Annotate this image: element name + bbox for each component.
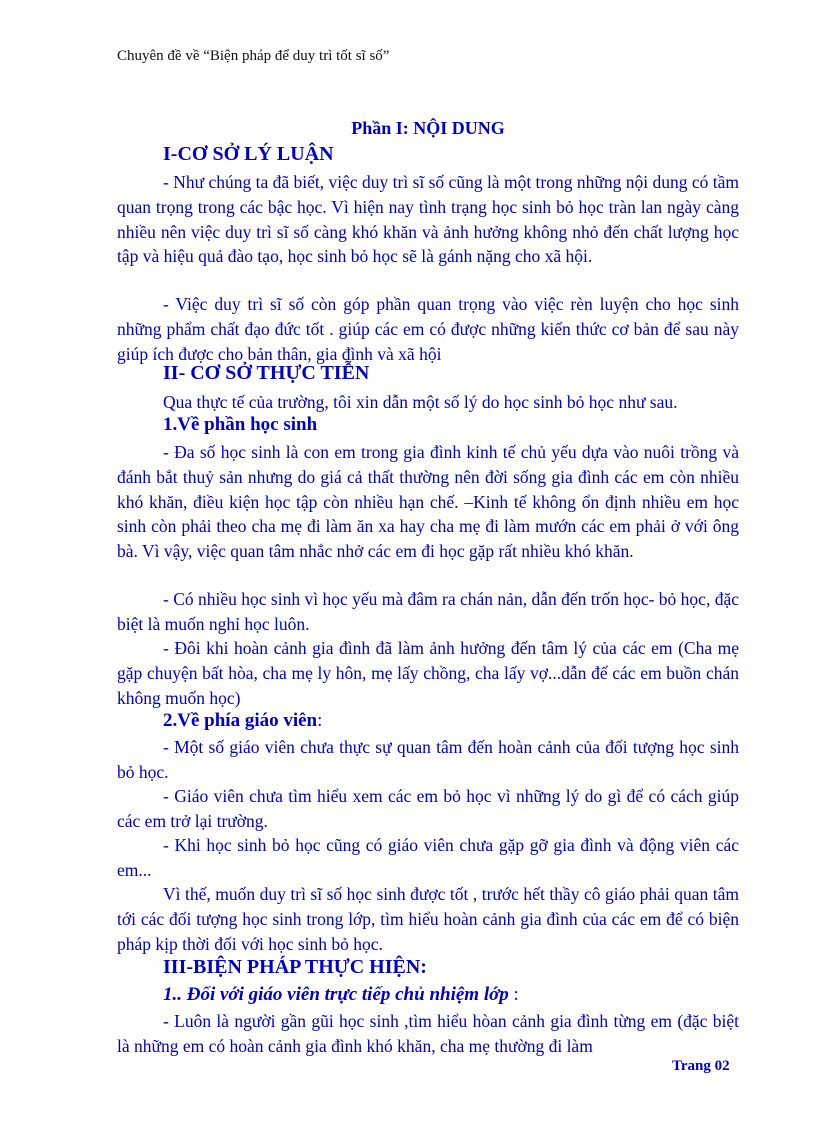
section-2-subheading-2-text: 2.Về phía giáo viên	[163, 710, 318, 731]
section-3-paragraph-1	[117, 1009, 739, 1059]
section-2-paragraph-4-text: - Một số giáo viên chưa thực sự quan tâm đến hoàn cảnh của đối tượng học sinh bỏ học.	[117, 737, 739, 782]
section-2-subheading-2-colon: :	[317, 710, 323, 731]
section-3-subheading-1	[163, 984, 519, 1006]
section-3-subheading-1-colon: :	[508, 984, 519, 1005]
section-1-paragraph-1	[117, 170, 739, 269]
section-2-paragraph-2	[117, 587, 739, 637]
section-2-subheading-2	[163, 710, 322, 732]
section-2-paragraph-7	[117, 882, 739, 956]
page-number: Trang 02	[672, 1058, 730, 1074]
section-2-paragraph-1	[117, 440, 739, 564]
part-title: Phần I: NỘI DUNG	[351, 118, 505, 138]
page-header: Chuyên đề về “Biện pháp để duy trì tốt sĩ số”	[117, 48, 390, 64]
section-2-paragraph-4	[117, 735, 739, 785]
section-2-paragraph-3	[117, 636, 739, 710]
section-1-title: I-CƠ SỞ LÝ LUẬN	[163, 143, 334, 165]
section-2-paragraph-6	[117, 833, 739, 883]
section-1-paragraph-1-text: - Như chúng ta đã biết, việc duy trì sĩ số cũng là một trong những nội dung có tầm quan trọng trong các bậc học. Vì hiện nay tình trạng học sinh bỏ học tràn lan ngày càng nhiều nên việc duy trì sĩ số càng khó khăn và ảnh hưởng không nhỏ đến chất lượng học tập và hiệu quả đào tạo, học sinh bỏ học sẽ là gánh nặng cho xã hội.	[117, 172, 739, 267]
section-3-paragraph-1-text: - Luôn là người gần gũi học sinh ,tìm hiểu hòan cảnh gia đình từng em (đặc biệt là những em có hoàn cảnh gia đình khó khăn, cha mẹ thường đi làm	[117, 1011, 739, 1056]
section-2-title: II- CƠ SỞ THỰC TIỄN	[163, 362, 370, 384]
section-1-paragraph-2-text: - Việc duy trì sĩ số còn góp phần quan trọng vào việc rèn luyện cho học sinh những phẩm chất đạo đức tốt . giúp các em có được những kiến thức cơ bản để sau này giúp ích được cho bản thân, gia đình và xã hội	[117, 294, 739, 364]
section-2-paragraph-3-text: - Đôi khi hoàn cảnh gia đình đã làm ảnh hưởng đến tâm lý của các em (Cha mẹ gặp chuyện bất hòa, cha mẹ ly hôn, mẹ lấy chồng, cha lấy vợ...dẫn đế các em buồn chán không muốn học)	[117, 638, 739, 708]
section-2-paragraph-5-text: - Giáo viên chưa tìm hiểu xem các em bỏ học vì những lý do gì để có cách giúp các em trở lại trường.	[117, 786, 739, 831]
section-2-paragraph-1-text: - Đa số học sinh là con em trong gia đình kinh tế chủ yếu dựa vào nuôi trồng và đánh bắt thuỷ sản nhưng do giá cả thất thường nên đời sống gia đình các em còn nhiều khó khăn, điều kiện học tập còn nhiều hạn chế. –Kinh tế không ổn định nhiều em học sinh còn phải theo cha mẹ đi làm ăn xa hay cha mẹ đi làm mướn các em phải ở với ông bà. Vì vậy, việc quan tâm nhắc nhở các em đi học gặp rất nhiều khó khăn.	[117, 442, 739, 562]
section-3-subheading-1-text: 1.. Đối với giáo viên trực tiếp chủ nhiệm lớp	[163, 984, 509, 1005]
section-2-paragraph-6-text: - Khi học sinh bỏ học cũng có giáo viên chưa gặp gỡ gia đình và động viên các em...	[117, 835, 739, 880]
section-2-paragraph-2-text: - Có nhiều học sinh vì học yếu mà đâm ra chán nản, dẫn đến trốn học- bỏ học, đặc biệt là muốn nghỉ học luôn.	[117, 589, 739, 634]
section-3-title: III-BIỆN PHÁP THỰC HIỆN:	[163, 956, 427, 978]
section-2-paragraph-5	[117, 784, 739, 834]
section-2-intro-text: Qua thực tế của trường, tôi xin dẫn một số lý do học sinh bỏ học như sau.	[163, 392, 678, 412]
section-2-subheading-1: 1.Về phần học sinh	[163, 414, 318, 435]
section-2-paragraph-7-text: Vì thế, muốn duy trì sĩ số học sinh được tốt , trước hết thầy cô giáo phải quan tâm tới các đối tượng học sinh trong lớp, tìm hiểu hoàn cảnh gia đình của các em để có biện pháp kịp thời đối với học sinh bỏ học.	[117, 884, 739, 954]
section-1-paragraph-2	[117, 292, 739, 366]
section-2-intro	[117, 390, 739, 415]
